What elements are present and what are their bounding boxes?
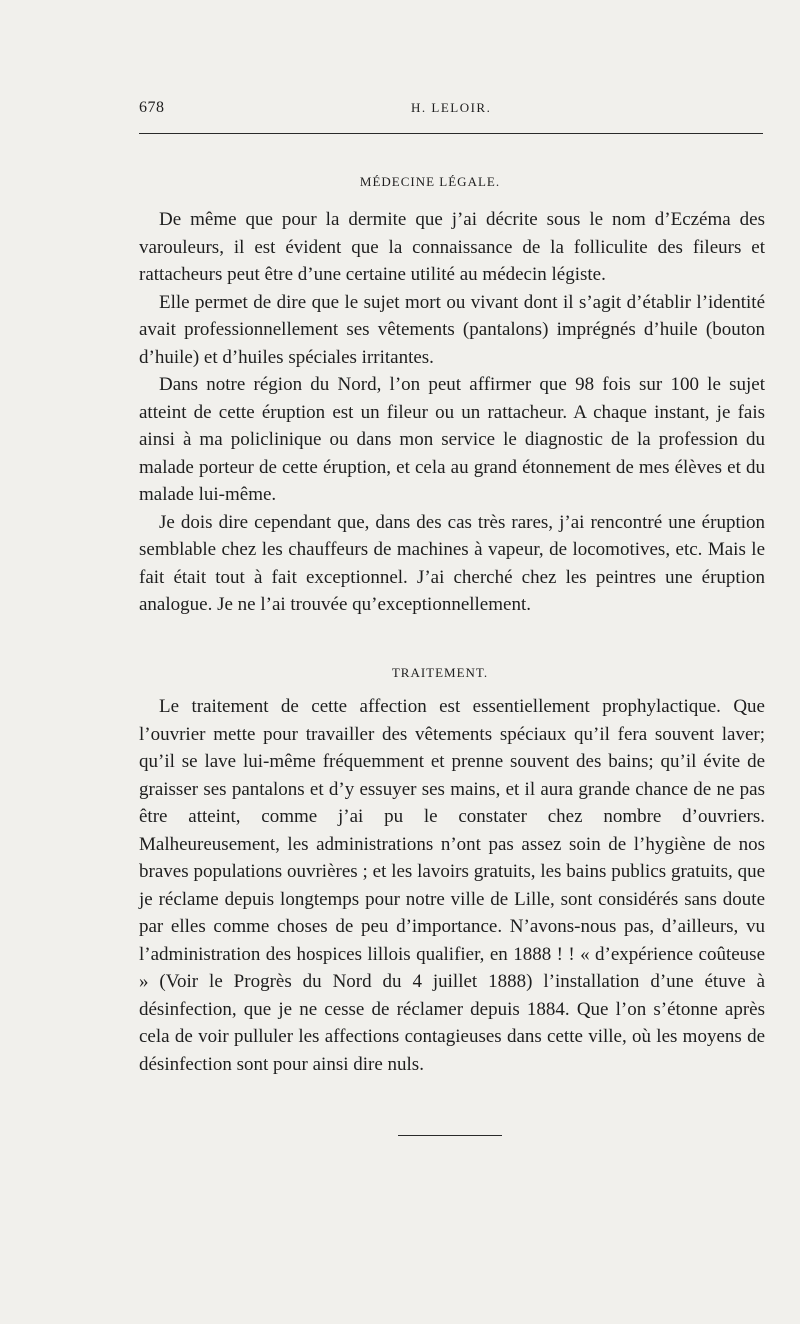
- section-title-medecine-legale: MÉDECINE LÉGALE.: [359, 174, 501, 189]
- section-title-traitement: TRAITEMENT.: [391, 665, 489, 680]
- running-head-author: H. LELOIR.: [411, 100, 492, 115]
- page-number: 678: [139, 99, 165, 116]
- section-traitement: [139, 693, 765, 1078]
- paragraph: Le traitement de cette affection est essentiellement prophylactique. Que l’ouvrier mette pour travailler des vêtements spéciaux qu’il fera souvent laver; qu’il se lave lui-même fréquemment et prenne souvent des bains; qu’il évite de graisser ses pantalons et d’y essuyer ses mains, et il aura grande chance de ne pas être atteint, comme j’ai pu le constater chez nombre d’ouvriers. Malheureusement, les administrations n’ont pas assez soin de l’hygiène de nos braves populations ouvrières ; et les lavoirs gratuits, les bains publics gratuits, que je réclame depuis longtemps pour notre ville de Lille, sont considérés sans doute par elles comme choses de peu d’importance. N’avons-nous pas, d’ailleurs, vu l’administration des hospices lillois qualifier, en 1888 ! ! « d’expérience coûteuse » (Voir le Progrès du Nord du 4 juillet 1888) l’installation d’une étuve à désinfection, que je ne cesse de réclamer depuis 1884. Que l’on s’étonne après cela de voir pulluler les affections contagieuses dans cette ville, où les moyens de désinfection sont pour ainsi dire nuls.: [139, 696, 765, 1075]
- section-medecine-legale: [139, 206, 765, 619]
- paragraph: Elle permet de dire que le sujet mort ou vivant dont il s’agit d’établir l’identité avait professionnellement ses vêtements (pantalons) imprégnés d’huile (bouton d’huile) et d’huiles spéciales irritantes.: [139, 291, 765, 368]
- paragraph: Je dois dire cependant que, dans des cas très rares, j’ai rencontré une éruption semblable chez les chauffeurs de machines à vapeur, de locomotives, etc. Mais le fait était tout à fait exceptionnel. J’ai cherché chez les peintres une éruption analogue. Je ne l’ai trouvée qu’exceptionnellement.: [139, 511, 765, 615]
- closing-rule: [398, 1135, 502, 1136]
- header-rule: [139, 133, 763, 134]
- paragraph: De même que pour la dermite que j’ai décrite sous le nom d’Eczéma des varouleurs, il est évident que la connaissance de la folliculite des fileurs et rattacheurs peut être d’une certaine utilité au médecin légiste.: [139, 209, 765, 285]
- running-head: [139, 99, 763, 123]
- paragraph: Dans notre région du Nord, l’on peut affirmer que 98 fois sur 100 le sujet atteint de cette éruption est un fileur ou un rattacheur. A chaque instant, je fais ainsi à ma policlinique ou dans mon service le diagnostic de la profession du malade porteur de cette éruption, et cela au grand étonnement de mes élèves et du malade lui-même.: [139, 374, 765, 505]
